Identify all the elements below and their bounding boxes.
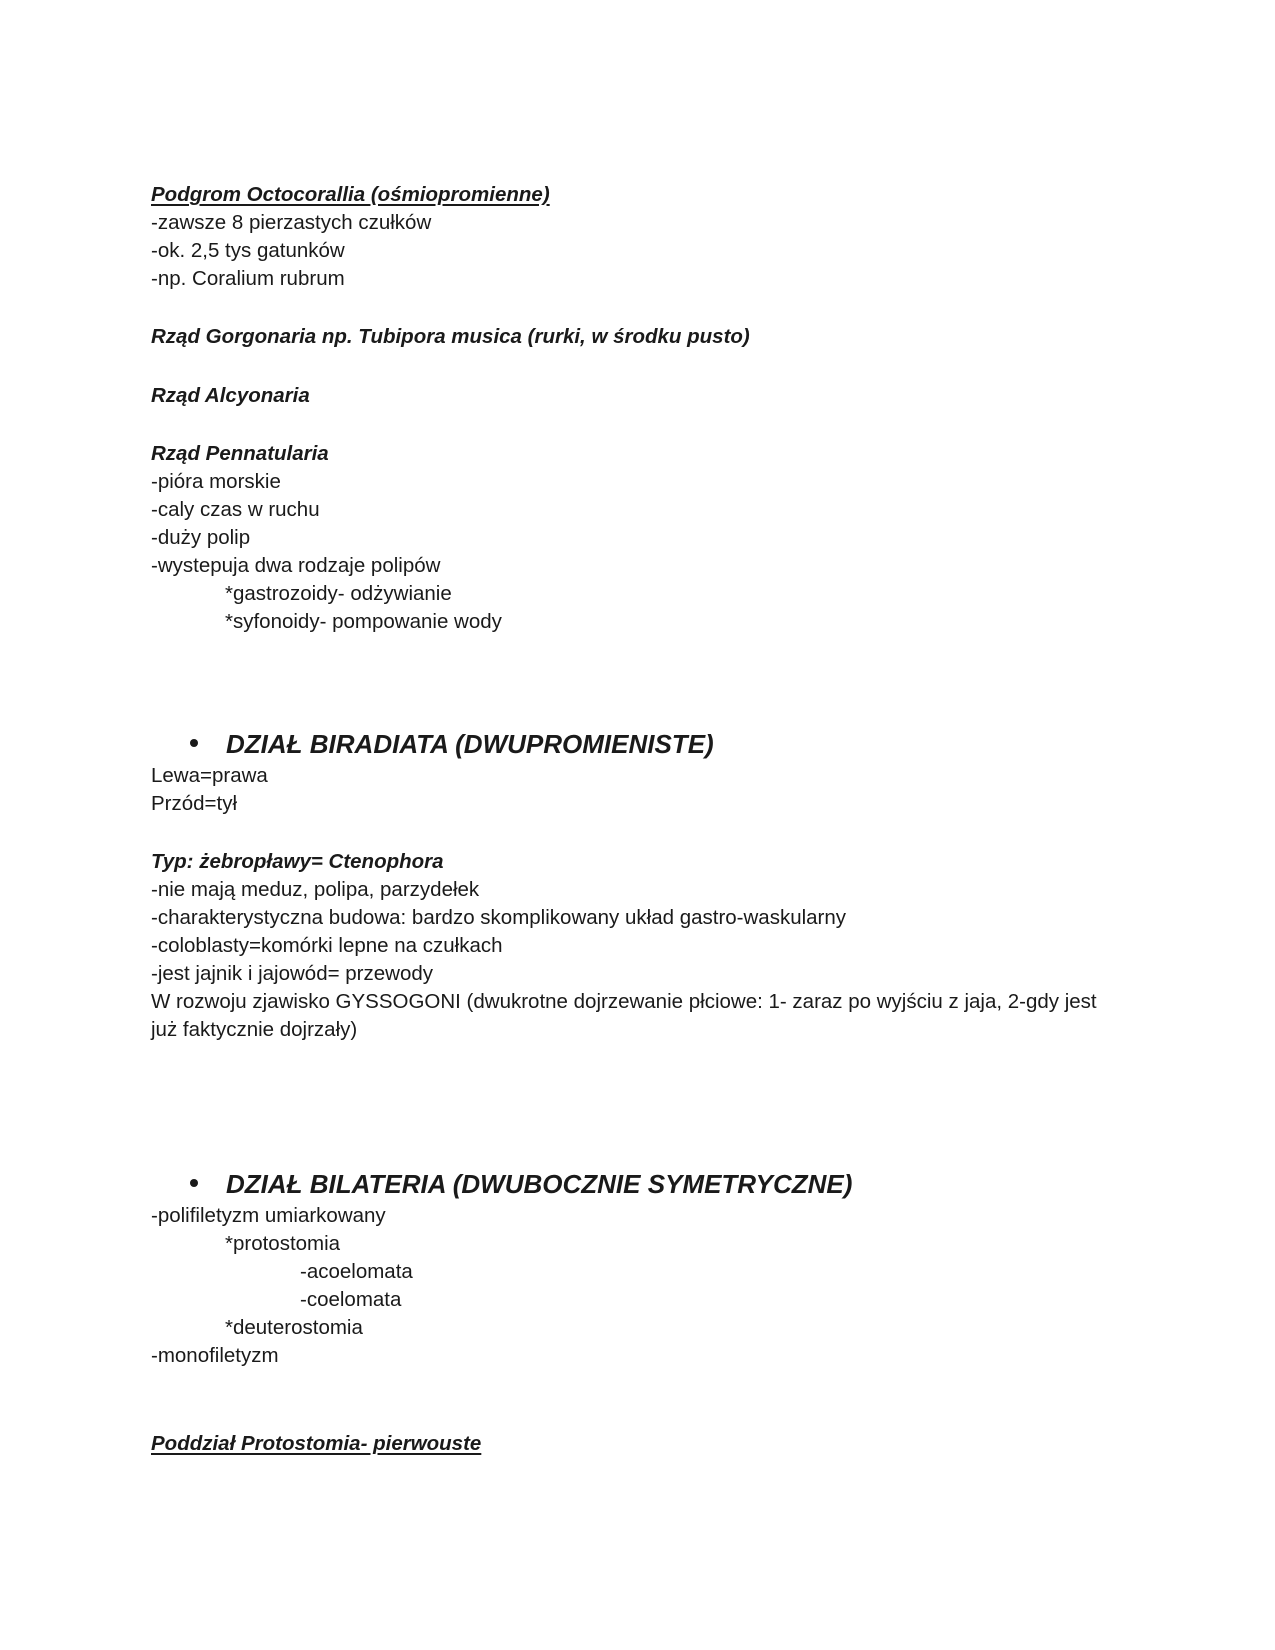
octocorallia-heading: Podgrom Octocorallia (ośmiopromienne) bbox=[151, 183, 550, 206]
list-item: -nie mają meduz, polipa, parzydełek bbox=[151, 878, 480, 901]
list-item: -duży polip bbox=[151, 526, 251, 549]
list-item: Przód=tył bbox=[151, 792, 238, 815]
alcyonaria-heading: Rząd Alcyonaria bbox=[151, 384, 310, 407]
list-item: -ok. 2,5 tys gatunków bbox=[151, 239, 345, 262]
list-item: Lewa=prawa bbox=[151, 764, 268, 787]
list-item: -pióra morskie bbox=[151, 470, 281, 493]
list-subitem: -coelomata bbox=[300, 1288, 402, 1311]
list-item: -coloblasty=komórki lepne na czułkach bbox=[151, 934, 503, 957]
list-item: -np. Coralium rubrum bbox=[151, 267, 345, 290]
list-subitem: -acoelomata bbox=[300, 1260, 413, 1283]
gorgonaria-heading: Rząd Gorgonaria np. Tubipora musica (rurki, w środku pusto) bbox=[151, 325, 750, 348]
bilateria-heading: DZIAŁ BILATERIA (DWUBOCZNIE SYMETRYCZNE) bbox=[226, 1169, 853, 1199]
list-item: -polifiletyzm umiarkowany bbox=[151, 1204, 386, 1227]
pennatularia-heading: Rząd Pennatularia bbox=[151, 442, 329, 465]
bilateria-section bbox=[190, 1167, 852, 1201]
list-item: -jest jajnik i jajowód= przewody bbox=[151, 962, 434, 985]
list-item: -charakterystyczna budowa: bardzo skomplikowany układ gastro-waskularny bbox=[151, 906, 847, 929]
list-item: -monofiletyzm bbox=[151, 1344, 279, 1367]
bullet-icon bbox=[190, 1179, 198, 1187]
biradiata-section bbox=[190, 727, 714, 761]
list-item: już faktycznie dojrzały) bbox=[151, 1018, 358, 1041]
list-subitem: *deuterostomia bbox=[225, 1316, 363, 1339]
ctenophora-heading: Typ: żebropławy= Ctenophora bbox=[151, 850, 444, 873]
list-subitem: *syfonoidy- pompowanie wody bbox=[225, 610, 502, 633]
list-subitem: *gastrozoidy- odżywianie bbox=[225, 582, 452, 605]
biradiata-heading: DZIAŁ BIRADIATA (DWUPROMIENISTE) bbox=[226, 729, 714, 759]
bullet-icon bbox=[190, 739, 198, 747]
list-item: -caly czas w ruchu bbox=[151, 498, 320, 521]
protostomia-heading: Poddział Protostomia- pierwouste bbox=[151, 1432, 482, 1455]
list-subitem: *protostomia bbox=[225, 1232, 341, 1255]
list-item: -wystepuja dwa rodzaje polipów bbox=[151, 554, 441, 577]
list-item: W rozwoju zjawisko GYSSOGONI (dwukrotne dojrzewanie płciowe: 1- zaraz po wyjściu z jaja, 2-gdy jest bbox=[151, 990, 1097, 1013]
list-item: -zawsze 8 pierzastych czułków bbox=[151, 211, 432, 234]
